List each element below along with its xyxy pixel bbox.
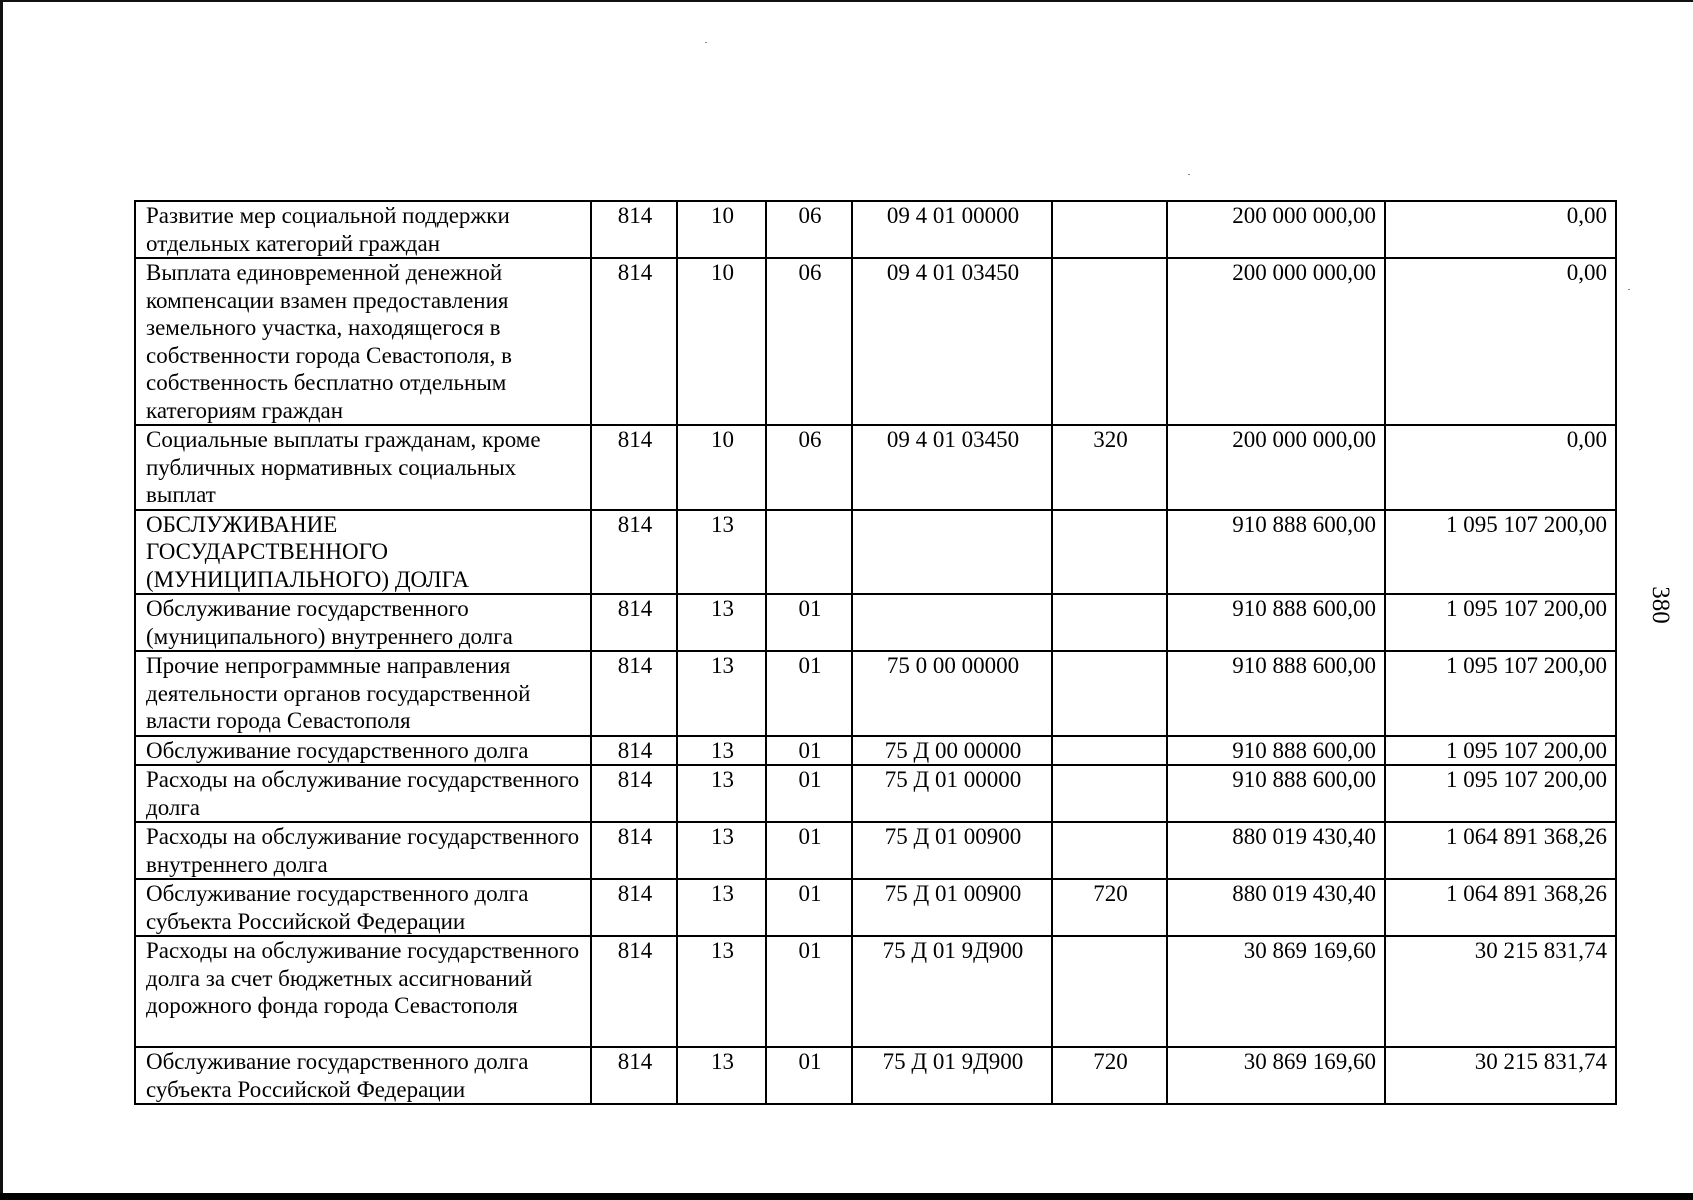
row-sum2: 0,00 [1385,425,1616,510]
row-section: 13 [677,651,766,736]
table-row [135,510,1616,595]
budget-table [134,200,1617,1105]
row-name: Обслуживание государственного долга субъекта Российской Федерации [135,879,591,936]
row-section: 13 [677,879,766,936]
row-target: 75 Д 01 00900 [852,879,1052,936]
row-grbs: 814 [591,1047,677,1104]
row-target: 75 Д 01 00000 [852,765,1052,822]
row-vr: 720 [1052,879,1167,936]
row-section: 13 [677,510,766,595]
row-grbs: 814 [591,879,677,936]
row-sum1: 30 869 169,60 [1167,1047,1385,1104]
row-subsection: 06 [766,258,852,425]
row-target: 75 Д 01 9Д900 [852,936,1052,1047]
scan-speck [705,42,707,43]
row-target: 75 Д 00 00000 [852,736,1052,766]
row-grbs: 814 [591,425,677,510]
row-target: 09 4 01 00000 [852,201,1052,258]
row-sum2: 30 215 831,74 [1385,1047,1616,1104]
row-sum1: 910 888 600,00 [1167,736,1385,766]
row-grbs: 814 [591,201,677,258]
row-sum1: 200 000 000,00 [1167,201,1385,258]
scan-border-bottom [0,1193,1693,1200]
row-grbs: 814 [591,822,677,879]
row-grbs: 814 [591,936,677,1047]
row-section: 13 [677,765,766,822]
row-sum1: 30 869 169,60 [1167,936,1385,1047]
row-sum2: 1 095 107 200,00 [1385,651,1616,736]
row-name: Расходы на обслуживание государственного долга [135,765,591,822]
row-target: 09 4 01 03450 [852,258,1052,425]
row-subsection [766,510,852,595]
row-vr [1052,510,1167,595]
row-section: 10 [677,425,766,510]
row-grbs: 814 [591,258,677,425]
row-name: Обслуживание государственного долга [135,736,591,766]
row-section: 10 [677,258,766,425]
row-grbs: 814 [591,736,677,766]
row-subsection: 01 [766,594,852,651]
row-section: 13 [677,594,766,651]
row-subsection: 01 [766,765,852,822]
row-sum1: 200 000 000,00 [1167,258,1385,425]
row-sum1: 910 888 600,00 [1167,510,1385,595]
scan-border-left [0,0,3,1200]
row-vr [1052,822,1167,879]
row-grbs: 814 [591,510,677,595]
table-row [135,936,1616,1047]
row-grbs: 814 [591,651,677,736]
table-row [135,1047,1616,1104]
row-name: Развитие мер социальной поддержки отдельных категорий граждан [135,201,591,258]
row-vr [1052,651,1167,736]
row-name: ОБСЛУЖИВАНИЕ ГОСУДАРСТВЕННОГО (МУНИЦИПАЛЬНОГО) ДОЛГА [135,510,591,595]
row-section: 13 [677,736,766,766]
row-sum2: 1 095 107 200,00 [1385,765,1616,822]
page-number: 380 [1647,586,1674,624]
row-subsection: 06 [766,201,852,258]
row-vr [1052,201,1167,258]
row-sum1: 910 888 600,00 [1167,651,1385,736]
row-subsection: 01 [766,651,852,736]
row-sum2: 30 215 831,74 [1385,936,1616,1047]
table-row [135,651,1616,736]
row-subsection: 01 [766,879,852,936]
row-sum2: 0,00 [1385,258,1616,425]
row-sum1: 910 888 600,00 [1167,594,1385,651]
row-name: Обслуживание государственного (муниципального) внутреннего долга [135,594,591,651]
row-grbs: 814 [591,765,677,822]
row-name: Расходы на обслуживание государственного долга за счет бюджетных ассигнований дорожного фонда города Севастополя [135,936,591,1047]
row-sum2: 1 064 891 368,26 [1385,879,1616,936]
row-sum2: 1 095 107 200,00 [1385,736,1616,766]
scan-speck [1628,289,1630,290]
row-sum1: 880 019 430,40 [1167,822,1385,879]
row-sum2: 1 064 891 368,26 [1385,822,1616,879]
scan-border-top [0,0,1693,2]
row-vr: 720 [1052,1047,1167,1104]
row-target: 75 Д 01 00900 [852,822,1052,879]
row-vr [1052,765,1167,822]
row-sum2: 1 095 107 200,00 [1385,510,1616,595]
row-target [852,594,1052,651]
row-vr [1052,594,1167,651]
row-sum2: 1 095 107 200,00 [1385,594,1616,651]
row-sum1: 910 888 600,00 [1167,765,1385,822]
row-subsection: 01 [766,936,852,1047]
table-row [135,736,1616,766]
row-section: 10 [677,201,766,258]
row-subsection: 01 [766,736,852,766]
table-body [135,201,1616,1104]
table-row [135,822,1616,879]
row-target: 75 0 00 00000 [852,651,1052,736]
row-name: Расходы на обслуживание государственного внутреннего долга [135,822,591,879]
row-grbs: 814 [591,594,677,651]
row-vr [1052,258,1167,425]
row-vr: 320 [1052,425,1167,510]
table-row [135,765,1616,822]
row-name: Обслуживание государственного долга субъекта Российской Федерации [135,1047,591,1104]
row-section: 13 [677,1047,766,1104]
table-row [135,258,1616,425]
row-vr [1052,936,1167,1047]
row-sum1: 880 019 430,40 [1167,879,1385,936]
row-sum2: 0,00 [1385,201,1616,258]
table-row [135,594,1616,651]
row-section: 13 [677,822,766,879]
row-sum1: 200 000 000,00 [1167,425,1385,510]
row-subsection: 06 [766,425,852,510]
row-name: Выплата единовременной денежной компенсации взамен предоставления земельного участка, находящегося в собственности города Севастополя, в собственность бесплатно отдельным категориям граждан [135,258,591,425]
row-subsection: 01 [766,822,852,879]
row-name: Прочие непрограммные направления деятельности органов государственной власти города Севастополя [135,651,591,736]
row-vr [1052,736,1167,766]
row-target: 75 Д 01 9Д900 [852,1047,1052,1104]
table-row [135,201,1616,258]
row-section: 13 [677,936,766,1047]
table-row [135,879,1616,936]
table-row [135,425,1616,510]
row-target: 09 4 01 03450 [852,425,1052,510]
row-name: Социальные выплаты гражданам, кроме публичных нормативных социальных выплат [135,425,591,510]
scan-speck [1188,174,1190,175]
row-subsection: 01 [766,1047,852,1104]
row-target [852,510,1052,595]
